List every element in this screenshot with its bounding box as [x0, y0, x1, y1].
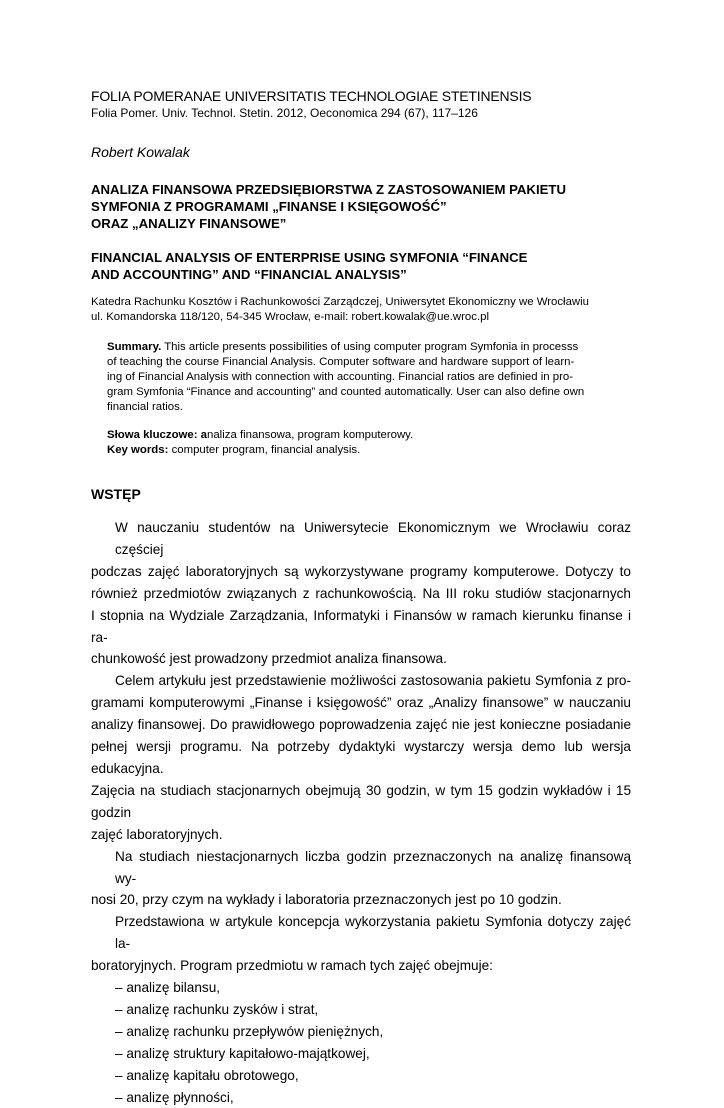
paragraph-line: gramami komputerowymi „Finanse i księgowość” oraz „Analizy finansowe” w nauczaniu [91, 695, 631, 711]
title-polish-line: SYMFONIA Z PROGRAMAMI „FINANSE I KSIĘGOWOŚĆ” [91, 199, 447, 214]
list-item: – analizę bilansu, [115, 980, 221, 996]
list-item: – analizę płynności, [115, 1089, 234, 1105]
summary-line: gram Symfonia “Finance and accounting” and counted automatically. User can also define own [107, 386, 585, 398]
paragraph-line: Przedstawiona w artykule koncepcja wykorzystania pakietu Symfonia dotyczy zajęć la- [115, 914, 631, 952]
affiliation-line: ul. Komandorska 118/120, 54-345 Wrocław, e-mail: robert.kowalak@ue.wroc.pl [91, 311, 489, 323]
keywords-polish-text: naliza finansowa, program komputerowy. [207, 429, 414, 441]
journal-citation: Folia Pomer. Univ. Technol. Stetin. 2012, Oeconomica 294 (67), 117–126 [91, 106, 478, 120]
title-polish [91, 181, 566, 232]
list-item: – analizę struktury kapitałowo-majątkowej, [115, 1045, 370, 1061]
summary [107, 340, 615, 415]
summary-text: This article presents possibilities of using computer program Symfonia in processs [161, 341, 579, 353]
summary-line [107, 340, 615, 355]
title-english-line: AND ACCOUNTING” AND “FINANCIAL ANALYSIS” [91, 267, 407, 282]
title-english-line: FINANCIAL ANALYSIS OF ENTERPRISE USING SYMFONIA “FINANCE [91, 250, 528, 265]
keywords [107, 428, 615, 458]
body-text [91, 517, 631, 1108]
paragraph [91, 670, 631, 845]
paragraph-line: podczas zajęć laboratoryjnych są wykorzystywane programy komputerowe. Dotyczy to [91, 563, 631, 579]
summary-line: financial ratios. [107, 401, 183, 413]
summary-label: Summary. [107, 341, 162, 353]
paragraph-line: pełnej wersji programu. Na potrzeby dydaktyki wystarczy wersja demo lub wersja edukacyjna. [91, 739, 631, 776]
affiliation [91, 295, 631, 325]
paragraph [91, 517, 631, 670]
paragraph-line: boratoryjnych. Program przedmiotu w ramach tych zajęć obejmuje: [91, 958, 493, 974]
title-polish-line: ANALIZA FINANSOWA PRZEDSIĘBIORSTWA Z ZASTOSOWANIEM PAKIETU [91, 182, 566, 197]
keywords-polish-label: Słowa kluczowe: a [107, 429, 208, 441]
summary-line: ing of Financial Analysis with connection with accounting. Financial ratios are definied in pro- [107, 371, 574, 383]
paragraph-line: zajęć laboratoryjnych. [91, 826, 223, 842]
title-polish-line: ORAZ „ANALIZY FINANSOWE” [91, 216, 287, 231]
keywords-english-label: Key words: [107, 444, 169, 456]
list-item: – analizę rachunku przepływów pieniężnych, [115, 1023, 384, 1039]
list-item: – analizę kapitału obrotowego, [115, 1067, 299, 1083]
journal-name: FOLIA POMERANAE UNIVERSITATIS TECHNOLOGIAE STETINENSIS [91, 88, 532, 104]
keywords-english-text: computer program, financial analysis. [168, 444, 361, 456]
bullet-list [91, 977, 631, 1108]
list-item: – analizę rachunku zysków i strat, [115, 1001, 319, 1017]
paragraph-line: W nauczaniu studentów na Uniwersytecie Ekonomicznym we Wrocławiu coraz częściej [115, 520, 631, 557]
affiliation-line: Katedra Rachunku Kosztów i Rachunkowości Zarządczej, Uniwersytet Ekonomiczny we Wrocławiu [91, 296, 590, 308]
paragraph-line: również przedmiotów związanych z rachunkowością. Na III roku studiów stacjonarnych [91, 585, 631, 601]
summary-line: of teaching the course Financial Analysis. Computer software and hardware support of learn- [107, 356, 575, 368]
paragraph-line: I stopnia na Wydziale Zarządzania, Informatyki i Finansów w ramach kierunku finanse i ra- [91, 607, 631, 645]
paragraph [91, 846, 631, 912]
keywords-english [107, 443, 615, 458]
paragraph-line: analizy finansowej. Do prawidłowego poprowadzenia zajęć nie jest konieczne posiadanie [91, 717, 631, 733]
title-english [91, 249, 527, 283]
section-heading: WSTĘP [91, 486, 141, 502]
paragraph [91, 911, 631, 977]
paragraph-line: Na studiach niestacjonarnych liczba godzin przeznaczonych na analizę finansową wy- [115, 848, 631, 886]
paragraph-line: nosi 20, przy czym na wykłady i laboratoria przeznaczonych jest po 10 godzin. [91, 892, 562, 908]
keywords-polish [107, 428, 615, 443]
author-name: Robert Kowalak [91, 144, 190, 160]
paragraph-line: Celem artykułu jest przedstawienie możliwości zastosowania pakietu Symfonia z pro- [115, 673, 631, 689]
paragraph-line: Zajęcia na studiach stacjonarnych obejmują 30 godzin, w tym 15 godzin wykładów i 15 godzin [91, 782, 631, 820]
paragraph-line: chunkowość jest prowadzony przedmiot analiza finansowa. [91, 651, 447, 667]
